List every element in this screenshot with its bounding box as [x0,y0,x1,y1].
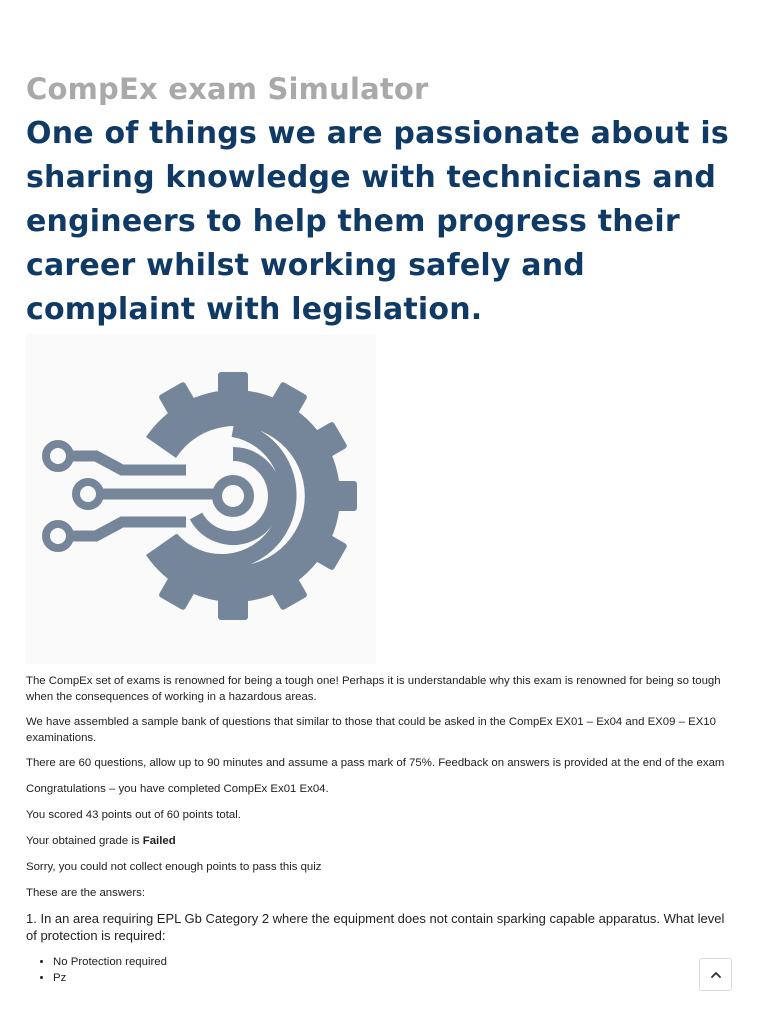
intro-paragraph-2: We have assembled a sample bank of questions that similar to those that could be asked in the CompEx EX01 – Ex04 and EX09 – EX10 examinations. [26,716,716,744]
page-headline: One of things we are passionate about is sharing knowledge with technicians and engineers to help them progress their career whilst working safely and complaint with legislation. [26,116,729,327]
score-text: You scored 43 points out of 60 points total. [26,809,241,821]
intro-paragraph-3: There are 60 questions, allow up to 90 minutes and assume a pass mark of 75%. Feedback on answers is provided at the end of the exam [26,757,725,769]
chevron-up-icon [710,969,722,981]
answer-list [26,954,167,986]
answer-item: • Pz [53,970,167,986]
completion-message: Congratulations – you have completed CompEx Ex01 Ex04. [26,783,329,795]
grade-label: Your obtained grade is [26,835,143,847]
fail-message: Sorry, you could not collect enough points to pass this quiz [26,861,322,873]
gear-circuit-icon [26,334,376,664]
question-1: 1. In an area requiring EPL Gb Category 2 where the equipment does not contain sparking capable apparatus. What level of protection is required: [26,911,725,943]
answer-item: • No Protection required [53,954,167,970]
grade-text [26,833,176,849]
intro-paragraph-1: The CompEx set of exams is renowned for being a tough one! Perhaps it is understandable why this exam is renowned for being so tough when the consequences of working in a hazardous areas. [26,675,721,703]
hero-image [26,334,376,664]
page-subtitle: CompEx exam Simulator [26,72,429,106]
scroll-to-top-button[interactable] [699,958,732,991]
answers-heading: These are the answers: [26,887,146,899]
grade-value: Failed [142,835,176,847]
